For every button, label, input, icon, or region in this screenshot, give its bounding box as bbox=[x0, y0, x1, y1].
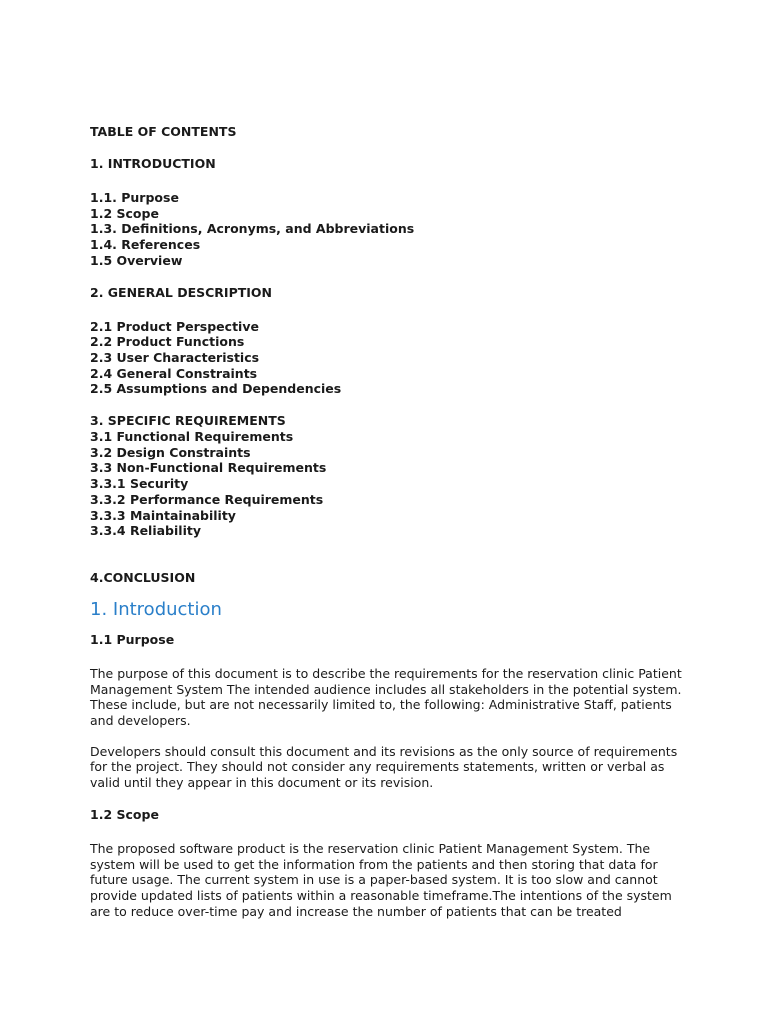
toc-item: 3.3.1 Security bbox=[90, 476, 189, 492]
toc-item: 2.5 Assumptions and Dependencies bbox=[90, 381, 342, 397]
toc-item: 2.4 General Constraints bbox=[90, 365, 258, 381]
toc-section-heading: 2. GENERAL DESCRIPTION bbox=[90, 284, 273, 300]
toc-item: 3.2 Design Constraints bbox=[90, 444, 251, 460]
toc-item: 3.3.4 Reliability bbox=[90, 523, 201, 539]
document-page bbox=[90, 124, 690, 919]
toc-item: 1.4. References bbox=[90, 237, 201, 253]
toc-item: 2.3 User Characteristics bbox=[90, 349, 260, 365]
toc-item: 3.3.3 Maintainability bbox=[90, 507, 236, 523]
section-title: 1. Introduction bbox=[90, 598, 222, 620]
toc-item: 1.5 Overview bbox=[90, 252, 183, 268]
toc-conclusion: 4.CONCLUSION bbox=[90, 569, 196, 585]
purpose-paragraph-1: The purpose of this document is to describe the requirements for the reservation clinic Patient Management System The intended audience includes all stakeholders in the potential system. These include, but are not necessarily limited to, the following: Administrative Staff, patients and developers. bbox=[90, 665, 682, 729]
toc-section-heading: 1. INTRODUCTION bbox=[90, 156, 216, 171]
toc-item: 3.1 Functional Requirements bbox=[90, 429, 294, 445]
purpose-heading: 1.1 Purpose bbox=[90, 631, 175, 647]
toc-item: 3.3 Non-Functional Requirements bbox=[90, 460, 327, 476]
toc-item: 1.2 Scope bbox=[90, 205, 159, 221]
scope-paragraph-1: The proposed software product is the reservation clinic Patient Management System. The system will be used to get the information from the patients and then storing that data for future usage. The current system in use is a paper-based system. It is too slow and cannot provide updated lists of patients within a reasonable timeframe.The intentions of the system are to reduce over-time pay and increase the number of patients that can be treated bbox=[90, 840, 672, 919]
toc-item: 1.1. Purpose bbox=[90, 190, 179, 205]
scope-heading: 1.2 Scope bbox=[90, 806, 159, 822]
toc-item: 3.3.2 Performance Requirements bbox=[90, 491, 324, 507]
purpose-paragraph-2: Developers should consult this document and its revisions as the only source of requirements for the project. They should not consider any requirements statements, written or verbal as valid until they appear in this document or its revision. bbox=[90, 743, 678, 791]
toc-title: TABLE OF CONTENTS bbox=[90, 124, 237, 139]
toc-item: 1.3. Definitions, Acronyms, and Abbreviations bbox=[90, 221, 415, 237]
toc-section-heading: 3. SPECIFIC REQUIREMENTS bbox=[90, 413, 286, 429]
toc-item: 2.1 Product Perspective bbox=[90, 318, 259, 334]
toc-item: 2.2 Product Functions bbox=[90, 334, 245, 350]
